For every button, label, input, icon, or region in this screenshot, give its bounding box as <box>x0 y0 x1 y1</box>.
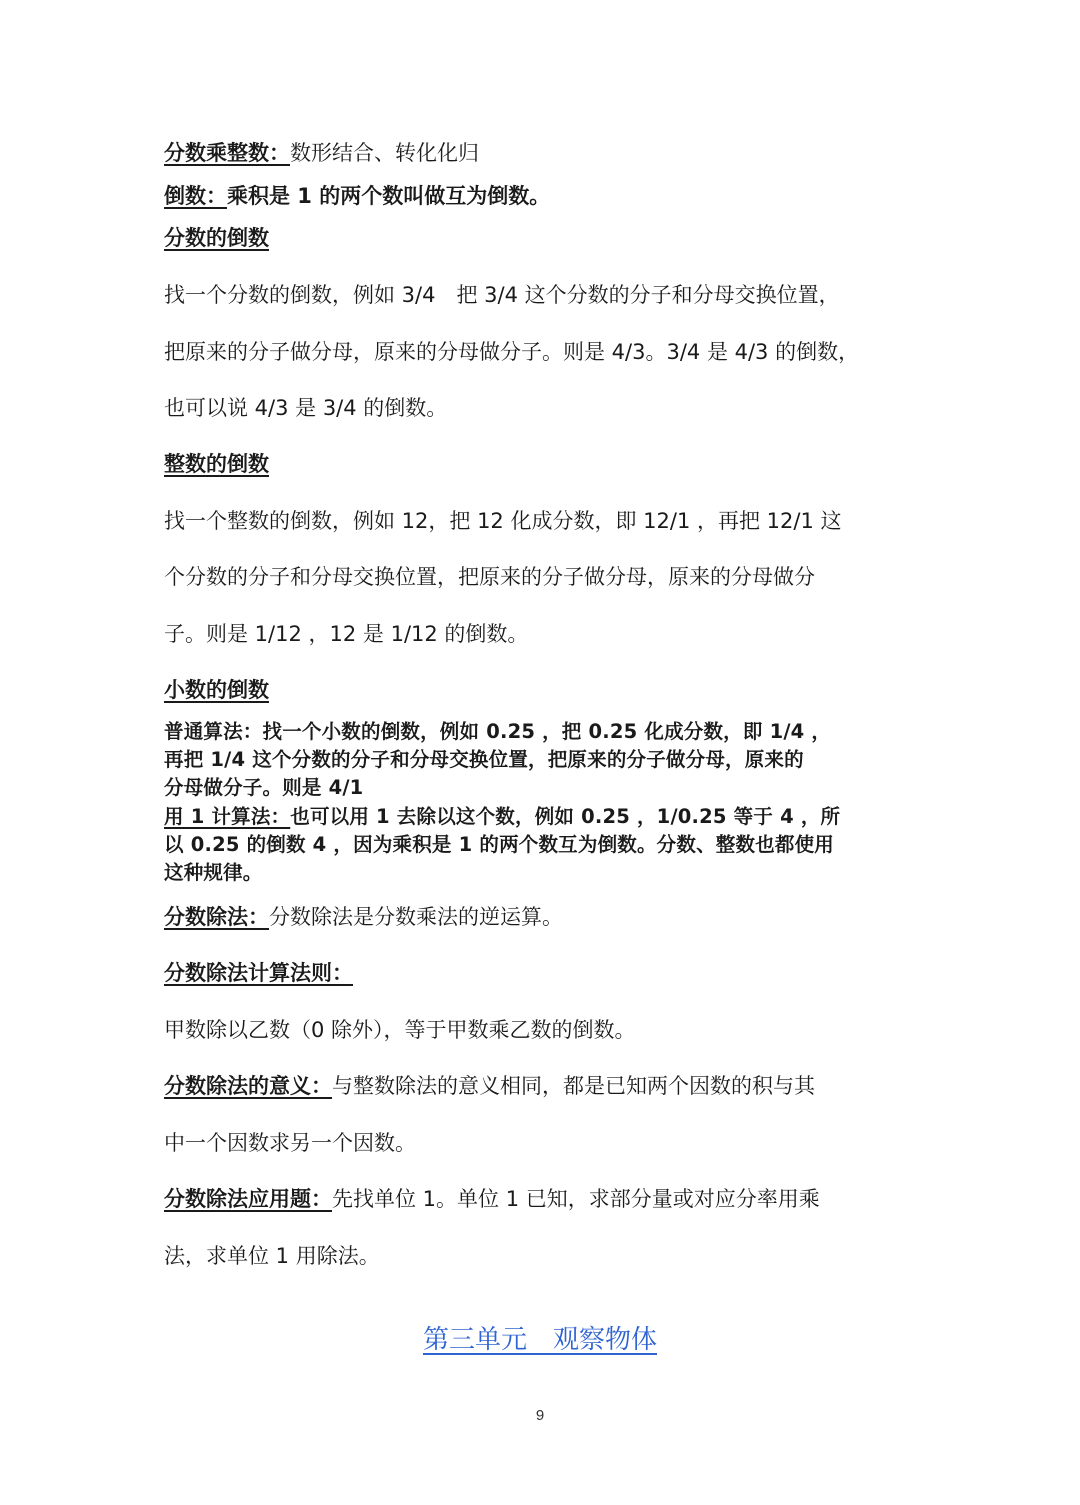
heading-division-rule: 分数除法计算法则： <box>164 961 353 985</box>
section-label: 分数乘整数： <box>164 141 290 165</box>
paragraph-line: 以 0.25 的倒数 4 ，因为乘积是 1 的两个数互为倒数。分数、整数也都使用 <box>164 833 834 856</box>
section-label: 分数除法应用题： <box>164 1187 332 1211</box>
unit-title-link[interactable]: 第三单元 观察物体 <box>422 1325 657 1355</box>
division-application-line <box>164 1184 924 1214</box>
paragraph-line: 找一个分数的倒数，例如 3/4 把 3/4 这个分数的分子和分母交换位置， <box>164 283 840 307</box>
reciprocal-definition-line <box>164 181 924 211</box>
section-text: 先找单位 1。单位 1 已知，求部分量或对应分率用乘 <box>332 1187 820 1211</box>
paragraph-line: 中一个因数求另一个因数。 <box>164 1131 416 1155</box>
paragraph-line: 法，求单位 1 用除法。 <box>164 1244 380 1268</box>
fraction-division-line <box>164 902 924 932</box>
section-text: 与整数除法的意义相同，都是已知两个因数的积与其 <box>332 1074 815 1098</box>
paragraph-line: 再把 1/4 这个分数的分子和分母交换位置，把原来的分子做分母，原来的 <box>164 748 804 771</box>
heading-integer-reciprocal: 整数的倒数 <box>164 452 269 476</box>
section-text: 分数除法是分数乘法的逆运算。 <box>269 905 563 929</box>
paragraph-line: 分母做分子。则是 4/1 <box>164 776 364 799</box>
paragraph-line <box>164 803 924 832</box>
paragraph-line: 把原来的分子做分母，原来的分母做分子。则是 4/3。3/4 是 4/3 的倒数， <box>164 340 860 364</box>
method-text: 也可以用 1 去除以这个数，例如 0.25 ，1/0.25 等于 4 ，所 <box>290 805 841 828</box>
paragraph-line: 也可以说 4/3 是 3/4 的倒数。 <box>164 396 448 420</box>
paragraph-line: 甲数除以乙数（0 除外），等于甲数乘乙数的倒数。 <box>164 1018 636 1042</box>
paragraph-line: 普通算法：找一个小数的倒数，例如 0.25 ，把 0.25 化成分数，即 1/4 ， <box>164 720 832 743</box>
paragraph-line: 子。则是 1/12 ，12 是 1/12 的倒数。 <box>164 622 529 646</box>
page-number: 9 <box>535 1407 545 1424</box>
division-meaning-line <box>164 1071 924 1101</box>
section-text: 乘积是 1 的两个数叫做互为倒数。 <box>227 184 551 208</box>
section-label: 倒数： <box>164 184 227 208</box>
heading-fraction-reciprocal: 分数的倒数 <box>164 226 269 250</box>
paragraph-line: 这种规律。 <box>164 861 263 884</box>
fraction-times-integer-line <box>164 138 924 168</box>
section-label: 分数除法： <box>164 905 269 929</box>
paragraph-line: 找一个整数的倒数，例如 12，把 12 化成分数，即 12/1 ，再把 12/1 这 <box>164 509 842 533</box>
section-text: 数形结合、转化化归 <box>290 141 479 165</box>
method-label: 用 1 计算法： <box>164 805 291 828</box>
heading-decimal-reciprocal: 小数的倒数 <box>164 678 269 702</box>
section-label: 分数除法的意义： <box>164 1074 332 1098</box>
paragraph-line: 个分数的分子和分母交换位置，把原来的分子做分母，原来的分母做分 <box>164 565 815 589</box>
